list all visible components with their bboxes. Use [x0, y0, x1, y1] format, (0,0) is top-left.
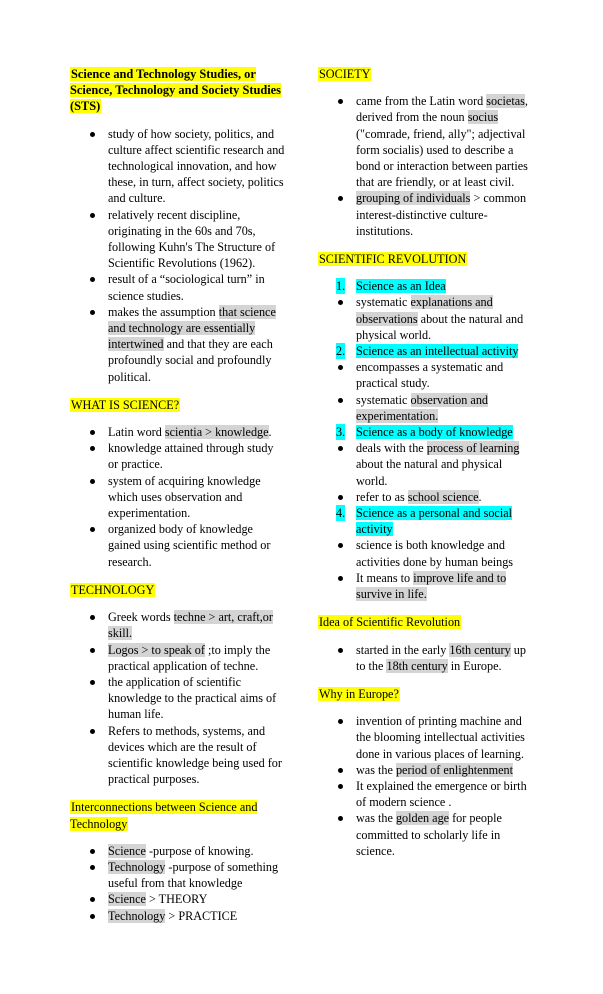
list-item: the application of scientific knowledge to the practical aims of human life. — [70, 674, 286, 723]
list-item: Latin word scientia > knowledge. — [70, 424, 286, 440]
highlighted-text: grouping of individuals — [356, 191, 471, 206]
technology-list — [70, 609, 286, 787]
scientific-revolution-list — [318, 278, 534, 602]
list-item: Science -purpose of knowing. — [70, 843, 286, 859]
highlighted-text: Science — [108, 892, 146, 907]
list-item: result of a “sociological turn” in science studies. — [70, 271, 286, 303]
highlighted-text: Science — [108, 843, 146, 858]
idea-heading: Idea of Scientific Revolution — [319, 615, 461, 630]
science-list — [70, 424, 286, 570]
list-item: Refers to methods, systems, and devices which are the result of scientific knowledge being used for practical purposes. — [70, 723, 286, 788]
list-item: makes the assumption that science and technology are essentially intertwined and that they are each profoundly social and profoundly political. — [70, 304, 286, 385]
left-column — [70, 66, 286, 936]
list-item: knowledge attained through study or practice. — [70, 440, 286, 472]
society-heading: SOCIETY — [319, 67, 371, 81]
highlighted-text: 16th century — [449, 642, 511, 657]
highlighted-text: school science — [407, 489, 479, 504]
list-item: deals with the process of learning about the natural and physical world. — [318, 440, 534, 489]
list-item: It means to improve life and to survive in life. — [318, 570, 534, 602]
highlighted-text: that science and technology are essentially intertwined — [108, 304, 276, 352]
right-column — [318, 66, 534, 871]
list-item: encompasses a systematic and practical study. — [318, 359, 534, 391]
list-item: was the period of enlightenment — [318, 762, 534, 778]
science-heading: WHAT IS SCIENCE? — [71, 397, 180, 412]
list-item: grouping of individuals > common interest-distinctive culture-institutions. — [318, 190, 534, 239]
highlighted-text: improve life and to survive in life. — [356, 570, 507, 602]
highlighted-text: socius — [467, 110, 499, 125]
interconnections-heading: Interconnections between Science and Technology — [70, 800, 258, 831]
list-item: science is both knowledge and activities done by human beings — [318, 537, 534, 569]
highlighted-text: 18th century — [386, 658, 448, 673]
highlighted-text: observation and experimentation. — [356, 392, 489, 423]
highlighted-text: period of enlightenment — [395, 762, 514, 777]
highlighted-text: explanations and observations — [356, 295, 493, 326]
list-item: came from the Latin word societas, derived from the noun socius ("comrade, friend, ally"; adjectival form socialis) used to describe a bond or interaction between parties that are friendly, or at least civil. — [318, 93, 534, 190]
europe-list — [318, 713, 534, 859]
list-item: systematic observation and experimentation. — [318, 392, 534, 424]
sts-heading: Science and Technology Studies, or Science, Technology and Society Studies (STS) — [70, 67, 282, 114]
society-list — [318, 93, 534, 239]
list-item: system of acquiring knowledge which uses observation and experimentation. — [70, 473, 286, 522]
list-item: invention of printing machine and the blooming intellectual activities done in various places of learning. — [318, 713, 534, 762]
highlighted-text: Technology — [108, 908, 166, 923]
highlighted-text: Logos > to speak of — [108, 642, 205, 657]
idea-list — [318, 642, 534, 674]
list-item: was the golden age for people committed to scholarly life in science. — [318, 810, 534, 859]
list-item: organized body of knowledge gained using scientific method or research. — [70, 521, 286, 570]
list-item: systematic explanations and observations about the natural and physical world. — [318, 294, 534, 343]
list-item: Technology -purpose of something useful from that knowledge — [70, 859, 286, 891]
highlighted-text: Technology — [108, 859, 166, 874]
numbered-item: 3. Science as a body of knowledge — [336, 425, 513, 440]
list-item: started in the early 16th century up to the 18th century in Europe. — [318, 642, 534, 674]
list-item: study of how society, politics, and culture affect scientific research and technological innovation, and how these, in turn, affect society, politics and culture. — [70, 126, 286, 207]
numbered-item: 4. Science as a personal and social activity — [336, 506, 513, 537]
list-item: refer to as school science. — [318, 489, 534, 505]
list-item: Greek words techne > art, craft,or skill. — [70, 609, 286, 641]
list-item: relatively recent discipline, originating in the 60s and 70s, following Kuhn's The Structure of Scientific Revolutions (1962). — [70, 207, 286, 272]
interconnections-list — [70, 843, 286, 924]
europe-heading: Why in Europe? — [319, 686, 399, 701]
numbered-item: 1. Science as an Idea — [336, 279, 446, 294]
highlighted-text: golden age — [395, 811, 450, 826]
highlighted-text: scientia > knowledge — [164, 425, 269, 440]
list-item: It explained the emergence or birth of modern science . — [318, 778, 534, 810]
highlighted-text: process of learning — [426, 441, 520, 456]
highlighted-text: techne > art, craft,or skill. — [108, 610, 273, 641]
list-item: Technology > PRACTICE — [70, 908, 286, 924]
sts-list — [70, 126, 286, 385]
numbered-item: 2. Science as an intellectual activity — [336, 344, 519, 359]
scientific-revolution-heading: SCIENTIFIC REVOLUTION — [319, 252, 467, 267]
list-item: Science > THEORY — [70, 891, 286, 907]
technology-heading: TECHNOLOGY — [71, 582, 155, 597]
highlighted-text: societas — [486, 94, 525, 109]
list-item: Logos > to speak of ;to imply the practical application of techne. — [70, 642, 286, 674]
